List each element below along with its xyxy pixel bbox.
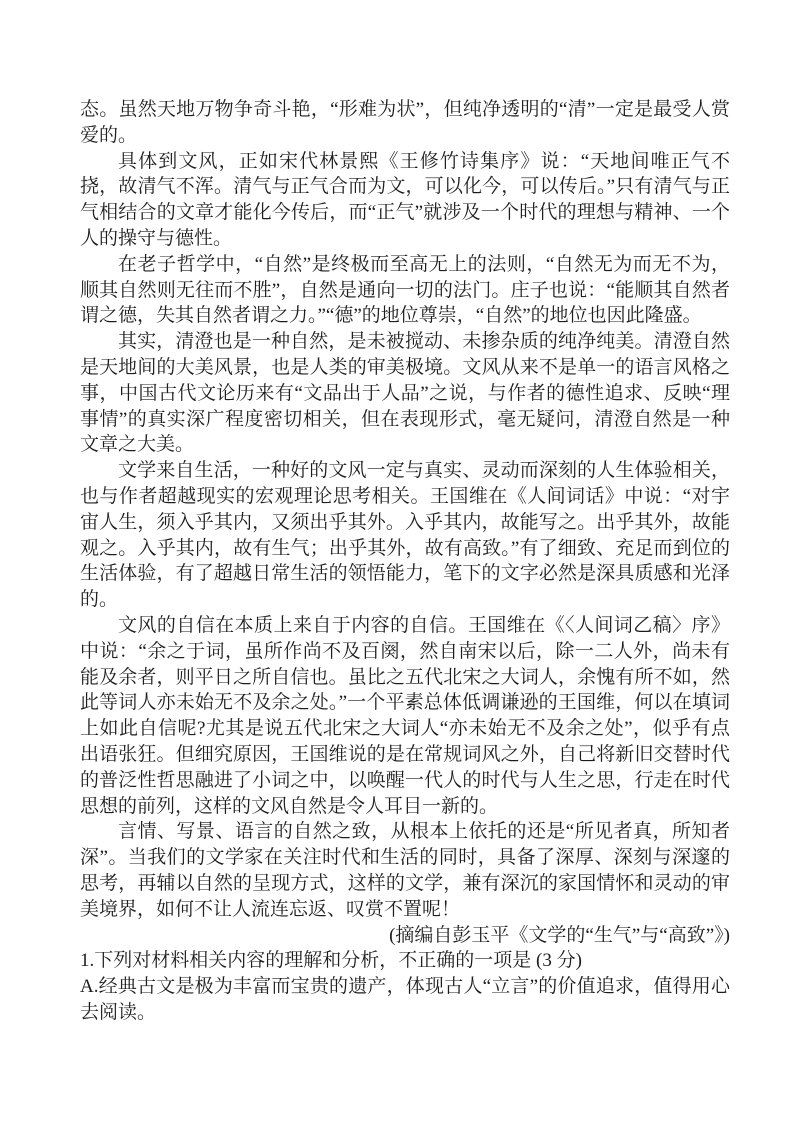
paragraph-qingcheng: 其实，清澄也是一种自然，是未被搅动、未掺杂质的纯净纯美。清澄自然是天地间的大美风景，也是人类的审美极境。文风从来不是单一的语言风格之事，中国古代文论历来有“文品出于人品”之说，与作者的德性追求、反映“理事情”的真实深广程度密切相关，但在表现形式，毫无疑问，清澄自然是一种文章之大美。 [80, 331, 730, 456]
paragraph-yanqing: 言情、写景、语言的自然之致，从根本上依托的还是“所见者真，所知者深”。当我们的文学家在关注时代和生活的同时，具备了深厚、深刻与深邃的思考，再辅以自然的呈现方式，这样的文学，兼有深沉的家国情怀和灵动的审美境界，如何不让人流连忘返、叹赏不置呢！ [80, 821, 730, 920]
question-1-stem: 1.下列对材料相关内容的理解和分析，不正确的一项是 (3 分) [80, 950, 582, 972]
question-1-option-a: A.经典古文是极为丰富而宝贵的遗产，体现古人“立言”的价值追求，值得用心去阅读。 [80, 976, 730, 1023]
paragraph-laozi: 在老子哲学中，“自然”是终极而至高无上的法则，“自然无为而无不为，顺其自然则无往而不胜”，自然是通向一切的法门。庄子也说：“能顺其自然者谓之德，失其自然者谓之力。”“德”的地位尊崇，“自然”的地位也因此隆盛。 [80, 253, 730, 327]
source-attribution: (摘编自彭玉平《文学的“生气”与“高致”》) [389, 924, 730, 946]
paragraph-wenfeng-zixin: 文风的自信在本质上来自于内容的自信。王国维在《〈人间词乙稿〉序》中说：“余之于词，虽所作尚不及百阕，然自南宋以后，除一二人外，尚未有能及余者，则平日之所自信也。虽比之五代北宋之大词人，余愧有所不如，然此等词人亦未始无不及余之处。”一个平素总体低调谦逊的王国维，何以在填词上如此自信呢?尤其是说五代北宋之大词人“亦未始无不及余之处”，似乎有点出语张狂。但细究原因，王国维说的是在常规词风之外，自己将新旧交替时代的普泛性哲思融进了小词之中，以唤醒一代人的时代与人生之思，行走在时代思想的前列，这样的文风自然是令人耳目一新的。 [80, 614, 730, 817]
paragraph-continuation: 态。虽然天地万物争奇斗艳，“形难为状”，但纯净透明的“清”一定是最受人赏爱的。 [80, 99, 730, 146]
paragraph-wenfeng: 具体到文风，正如宋代林景熙《王修竹诗集序》说：“天地间唯正气不挠，故清气不浑。清气与正气合而为文，可以化今，可以传后。”只有清气与正气相结合的文章才能化今传后，而“正气”就涉及一个时代的理想与精神、一个人的操守与德性。 [80, 150, 730, 249]
paragraph-wenxue-shenghuo: 文学来自生活，一种好的文风一定与真实、灵动而深刻的人生体验相关，也与作者超越现实的宏观理论思考相关。王国维在《人间词话》中说：“对宇宙人生，须入乎其内，又须出乎其外。入乎其内，故能写之。出乎其外，故能观之。入乎其内，故有生气；出乎其外，故有高致。”有了细致、充足而到位的生活体验，有了超越日常生活的领悟能力，笔下的文字必然是深具质感和光泽的。 [80, 460, 730, 611]
